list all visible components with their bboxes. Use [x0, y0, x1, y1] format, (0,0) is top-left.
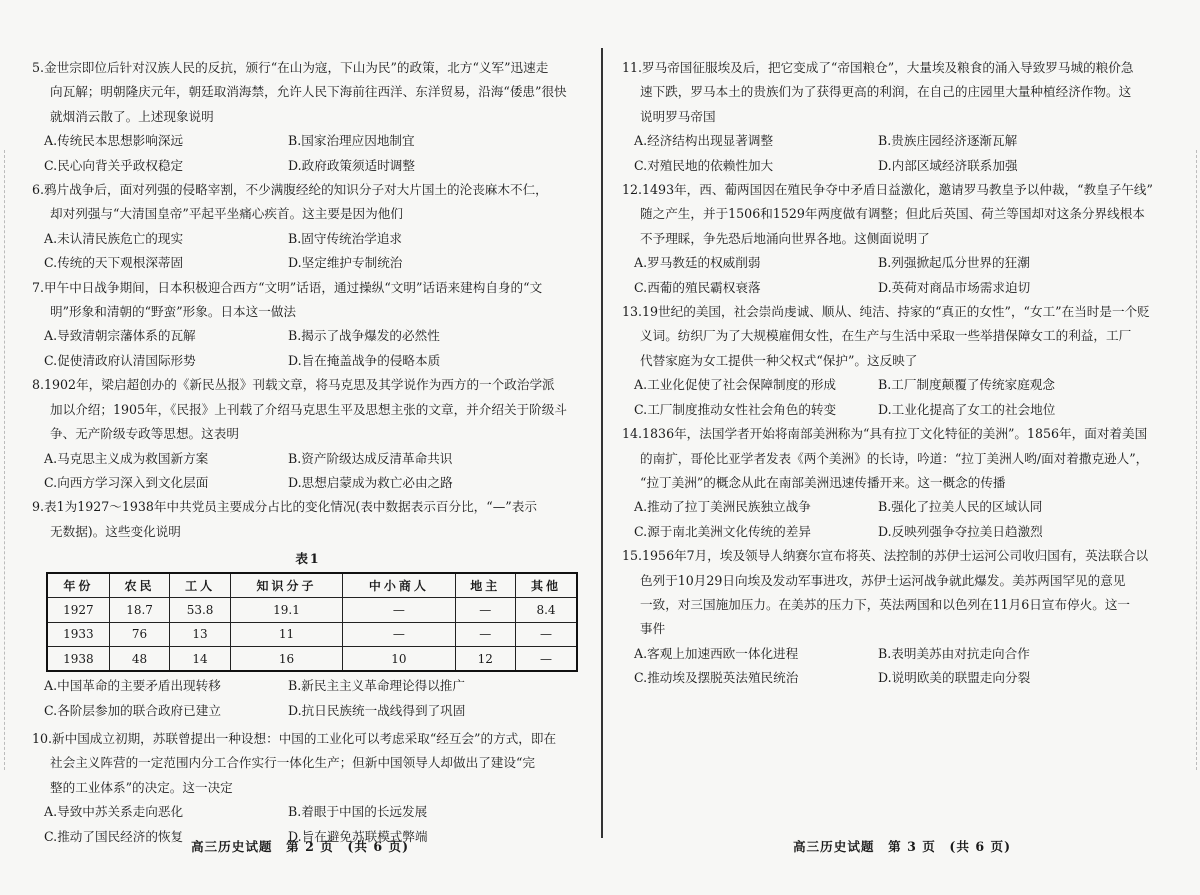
answer-option: A.经济结构出现显著调整 — [634, 133, 774, 149]
question-stem-line: 随之产生，并于1506和1529年两度做有调整；但此后英国、荷兰等国却对这条分界线根本 — [640, 206, 1145, 222]
table-cell: 16 — [230, 647, 342, 672]
table-cell: 8.4 — [516, 598, 577, 623]
answer-option: D.旨在避免苏联模式弊端 — [288, 828, 428, 844]
answer-options — [32, 324, 584, 373]
question-stem-line: 说明罗马帝国 — [640, 108, 716, 124]
table-cell: 12 — [455, 647, 516, 672]
question-stem-line: 代替家庭为女工提供一种父权式“保护”。这反映了 — [640, 352, 918, 368]
answer-option: D.说明欧美的联盟走向分裂 — [878, 670, 1031, 686]
answer-option: A.罗马教廷的权威削弱 — [634, 255, 761, 271]
table-cell: — — [343, 598, 455, 623]
answer-options — [622, 495, 1178, 544]
question-10 — [32, 727, 584, 849]
answer-option: A.客观上加速西欧一体化进程 — [634, 645, 799, 661]
answer-option: A.传统民本思想影响深远 — [44, 133, 184, 149]
answer-option: B.固守传统治学追求 — [288, 230, 403, 246]
answer-option: D.抗日民族统一战线得到了巩固 — [288, 702, 466, 718]
answer-option: C.源于南北美洲文化传统的差异 — [634, 523, 811, 539]
answer-options — [622, 251, 1178, 300]
page-footer-right: 高三历史试题 第 3 页 (共 6 页) — [792, 839, 1012, 854]
binding-margin-right — [1196, 150, 1197, 770]
answer-option: B.表明美苏由对抗走向合作 — [878, 645, 1030, 661]
question-list-right — [622, 56, 1178, 691]
table-title: 表1 — [295, 551, 321, 567]
question-stem-line: 的南扩，哥伦比亚学者发表《两个美洲》的长诗，吟道：“拉丁美洲人哟/面对着撒克逊人”， — [640, 450, 1149, 466]
page-divider — [601, 48, 603, 838]
answer-option: A.马克思主义成为救国新方案 — [44, 450, 209, 466]
answer-option: B.国家治理应因地制宜 — [288, 133, 415, 149]
table-cell: 18.7 — [109, 598, 170, 623]
question-stem-line: 15.1956年7月，埃及领导人纳赛尔宣布将英、法控制的苏伊士运河公司收归国有，英法联合以 — [622, 548, 1149, 564]
table-cell: 13 — [170, 622, 231, 647]
table-row — [47, 622, 577, 647]
question-12 — [622, 178, 1178, 300]
table-cell: — — [343, 622, 455, 647]
answer-option: D.政府政策须适时调整 — [288, 157, 415, 173]
answer-option: A.导致清朝宗藩体系的瓦解 — [44, 328, 196, 344]
question-stem-line: 速下跌，罗马本土的贵族们为了获得更高的利润，在自己的庄园里大量种植经济作物。这 — [640, 84, 1132, 100]
answer-option: C.传统的天下观根深蒂固 — [44, 255, 184, 271]
answer-option: A.未认清民族危亡的现实 — [44, 230, 184, 246]
table-header-cell: 农民 — [109, 573, 170, 598]
question-stem-line: 不予理睬，争先恐后地涌向世界各地。这侧面说明了 — [640, 230, 930, 246]
question-stem-line: 一致，对三国施加压力。在美苏的压力下，英法两国和以色列在11月6日宣布停火。这一 — [640, 596, 1131, 612]
answer-options — [32, 447, 584, 496]
answer-option: B.资产阶级达成反清革命共识 — [288, 450, 453, 466]
answer-option: B.列强掀起瓜分世界的狂潮 — [878, 255, 1030, 271]
table-body — [47, 598, 577, 672]
answer-option: D.旨在掩盖战争的侵略本质 — [288, 352, 441, 368]
question-stem-line: 争、无产阶级专政等思想。这表明 — [50, 426, 239, 442]
table-row — [47, 647, 577, 672]
answer-option: C.西葡的殖民霸权衰落 — [634, 279, 761, 295]
question-stem-line: 色列于10月29日向埃及发动军事进攻，苏伊士运河战争就此爆发。美苏两国罕见的意见 — [640, 572, 1126, 588]
question-stem-line: 5.金世宗即位后针对汉族人民的反抗，颁行“在山为寇，下山为民”的政策，北方“义军”迅速走 — [32, 60, 549, 75]
page-footer-left: 高三历史试题 第 2 页 (共 6 页) — [190, 839, 410, 854]
answer-option: C.促使清政府认清国际形势 — [44, 352, 196, 368]
answer-option: D.工业化提高了女工的社会地位 — [878, 401, 1056, 417]
question-stem-line: 社会主义阵营的一定范围内分工合作实行一体化生产；但新中国领导人却做出了建设“完 — [50, 755, 536, 771]
answer-option: B.工厂制度颠覆了传统家庭观念 — [878, 377, 1055, 393]
question-5 — [32, 56, 584, 178]
question-stem-line: 明”形象和清朝的“野蛮”形象。日本这一做法 — [50, 304, 297, 320]
question-9 — [32, 495, 584, 544]
question-stem-line: “拉丁美洲”的概念从此在南部美洲迅速传播开来。这一概念的传播 — [640, 474, 1006, 490]
question-15 — [622, 544, 1178, 690]
party-member-composition-table — [46, 572, 578, 672]
question-stem-line: 13.19世纪的美国，社会崇尚虔诚、顺从、纯洁、持家的“真正的女性”，“女工”在当时是一个贬 — [622, 304, 1150, 320]
answer-options — [622, 373, 1178, 422]
table-cell: 14 — [170, 647, 231, 672]
table-header-cell: 知识分子 — [230, 573, 342, 598]
answer-options — [622, 642, 1178, 691]
table-header-cell: 工人 — [170, 573, 231, 598]
question-9-options — [32, 674, 584, 723]
question-stem-line: 11.罗马帝国征服埃及后，把它变成了“帝国粮仓”，大量埃及粮食的涌入导致罗马城的粮价急 — [622, 60, 1134, 75]
table-cell: 1938 — [47, 647, 109, 672]
table-cell: 1927 — [47, 598, 109, 623]
table-cell: 76 — [109, 622, 170, 647]
question-14 — [622, 422, 1178, 544]
table-header-cell: 地主 — [455, 573, 516, 598]
question-stem-line: 事件 — [640, 621, 666, 637]
table-cell: 11 — [230, 622, 342, 647]
answer-option: A.推动了拉丁美洲民族独立战争 — [634, 499, 811, 515]
answer-option: B.着眼于中国的长远发展 — [288, 804, 428, 820]
question-stem-line: 向瓦解；明朝隆庆元年，朝廷取消海禁，允许人民下海前往西洋、东洋贸易，沿海“倭患”很快 — [50, 84, 567, 100]
table-header-cell: 中小商人 — [343, 573, 455, 598]
question-stem-line: 12.1493年，西、葡两国因在殖民争夺中矛盾日益激化，邀请罗马教皇予以仲裁，“教皇子午线” — [622, 182, 1153, 198]
table-header-cell: 其他 — [516, 573, 577, 598]
answer-option: B.新民主主义革命理论得以推广 — [288, 678, 465, 694]
question-list-left — [32, 56, 584, 544]
answer-option: B.强化了拉美人民的区域认同 — [878, 499, 1043, 515]
question-stem-line: 整的工业体系”的决定。这一决定 — [50, 779, 233, 795]
answer-option: D.反映列强争夺拉美日趋激烈 — [878, 523, 1043, 539]
answer-option: C.对殖民地的依赖性加大 — [634, 157, 774, 173]
question-stem-line: 就烟消云散了。上述现象说明 — [50, 108, 214, 124]
question-stem-line: 14.1836年，法国学者开始将南部美洲称为“具有拉丁文化特征的美洲”。1856年，面对着美国 — [622, 426, 1148, 442]
table-cell: 1933 — [47, 622, 109, 647]
answer-option: B.揭示了战争爆发的必然性 — [288, 328, 440, 344]
question-13 — [622, 300, 1178, 422]
table-cell: 19.1 — [230, 598, 342, 623]
answer-option: A.中国革命的主要矛盾出现转移 — [44, 678, 221, 694]
table-row — [47, 598, 577, 623]
answer-option: C.民心向背关乎政权稳定 — [44, 157, 184, 173]
table-cell: — — [455, 598, 516, 623]
table-cell: 48 — [109, 647, 170, 672]
question-stem-line: 加以介绍；1905年，《民报》上刊载了介绍马克思生平及思想主张的文章，并介绍关于阶级斗 — [50, 401, 567, 417]
question-stem-line: 却对列强与“大清国皇帝”平起平坐痛心疾首。这主要是因为他们 — [50, 206, 403, 222]
answer-options — [32, 129, 584, 178]
question-stem-line: 6.鸦片战争后，面对列强的侵略宰割，不少满腹经纶的知识分子对大片国土的沦丧麻木不仁， — [32, 182, 548, 198]
question-8 — [32, 373, 584, 495]
answer-option: A.工业化促使了社会保障制度的形成 — [634, 377, 837, 393]
exam-page-3 — [604, 0, 1200, 895]
answer-option: C.各阶层参加的联合政府已建立 — [44, 702, 221, 718]
question-stem-line: 义词。纺织厂为了大规模雇佣女性，在生产与生活中采取一些举措保障女工的利益，工厂 — [640, 328, 1132, 344]
answer-option: B.贵族庄园经济逐渐瓦解 — [878, 133, 1018, 149]
answer-option: D.坚定维护专制统治 — [288, 255, 403, 271]
table-cell: — — [455, 622, 516, 647]
table-header-row — [47, 573, 577, 598]
answer-option: C.工厂制度推动女性社会角色的转变 — [634, 401, 837, 417]
answer-option: C.推动了国民经济的恢复 — [44, 828, 184, 844]
question-6 — [32, 178, 584, 276]
table-header-cell: 年份 — [47, 573, 109, 598]
question-stem-line: 无数据)。这些变化说明 — [50, 523, 181, 539]
answer-options — [32, 227, 584, 276]
answer-options — [622, 129, 1178, 178]
table-cell: — — [516, 622, 577, 647]
table-cell: 10 — [343, 647, 455, 672]
answer-option: A.导致中苏关系走向恶化 — [44, 804, 184, 820]
question-7 — [32, 276, 584, 374]
question-stem-line: 8.1902年，梁启超创办的《新民丛报》刊载文章，将马克思及其学说作为西方的一个政治学派 — [32, 377, 555, 393]
answer-option: C.推动埃及摆脱英法殖民统治 — [634, 670, 799, 686]
answer-option: D.英荷对商品市场需求迫切 — [878, 279, 1031, 295]
question-10-content — [32, 727, 584, 849]
answer-option: D.内部区域经济联系加强 — [878, 157, 1018, 173]
question-stem-line: 7.甲午中日战争期间，日本积极迎合西方“文明”话语，通过操纵“文明”话语来建构自身的“文 — [32, 279, 543, 295]
question-11 — [622, 56, 1178, 178]
table-cell: 53.8 — [170, 598, 231, 623]
table-cell: — — [516, 647, 577, 672]
question-stem-line: 9.表1为1927～1938年中共党员主要成分占比的变化情况(表中数据表示百分比，“—”表示 — [32, 499, 537, 515]
answer-option: D.思想启蒙成为救亡必由之路 — [288, 474, 453, 490]
answer-option: C.向西方学习深入到文化层面 — [44, 474, 209, 490]
question-stem-line: 10.新中国成立初期，苏联曾提出一种设想：中国的工业化可以考虑采取“经互会”的方式，即在 — [32, 730, 557, 746]
